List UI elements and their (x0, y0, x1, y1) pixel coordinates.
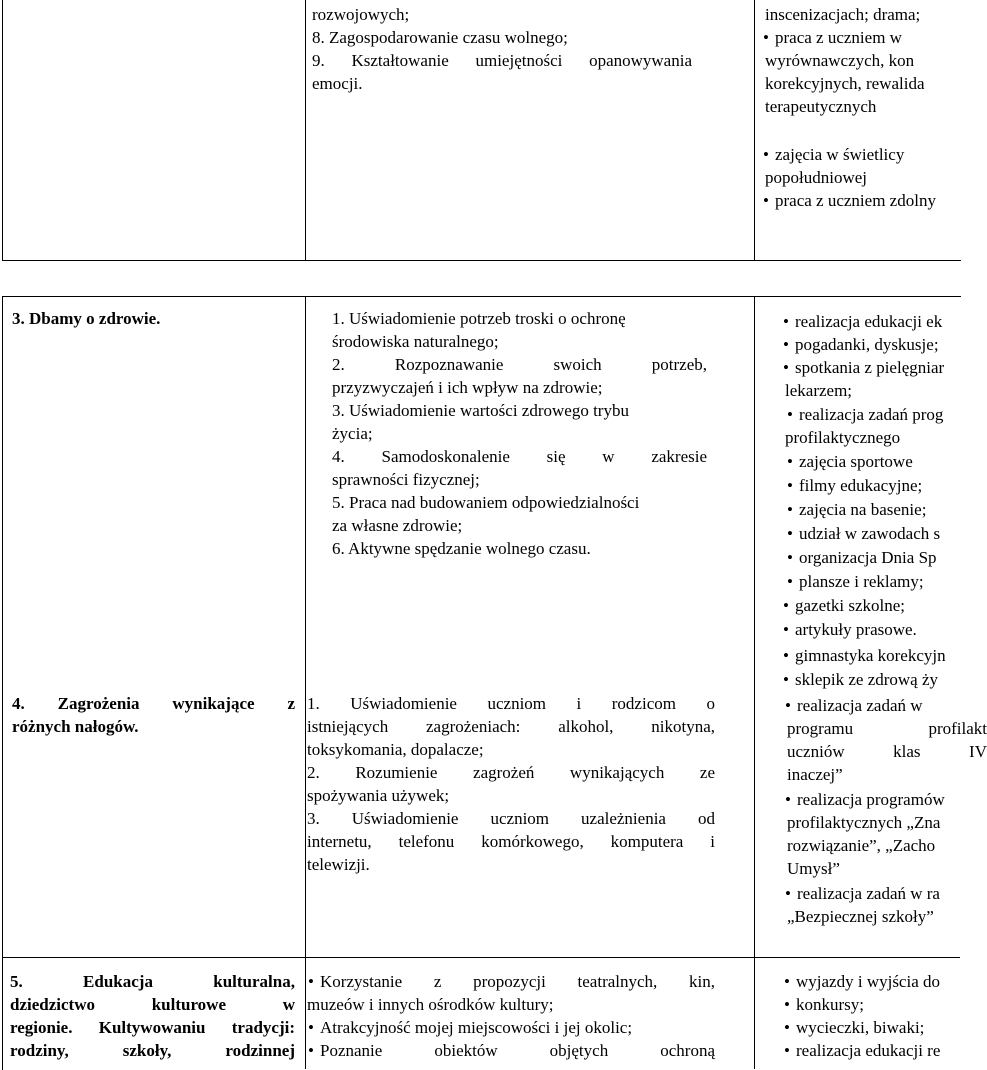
row0-form-5: terapeutycznych (765, 97, 877, 116)
row1-goal-5: 3. Uświadomienie wartości zdrowego trybu (332, 401, 629, 420)
row3-goal-3: • Atrakcyjność mojej miejscowości i jej okolic; (320, 1016, 632, 1039)
row3-goal-4: • Poznanie obiektów objętych ochroną (320, 1039, 715, 1062)
row0-form-6: • zajęcia w świetlicy (775, 143, 904, 166)
row2-goal-8: telewizji. (307, 855, 370, 874)
row1-goal-2: środowiska naturalnego; (332, 332, 499, 351)
row2-form-7: rozwiązanie”, „Zacho (787, 836, 936, 855)
row1-form-9: • zajęcia na basenie; (799, 498, 926, 521)
row1-form-14: • artykuły prasowe. (795, 618, 917, 641)
row1-form-15: • gimnastyka korekcyjn (795, 644, 946, 667)
row3-goal-1: • Korzystanie z propozycji teatralnych, kin, (320, 970, 715, 993)
row2-form-4: inaczej” (787, 765, 843, 784)
row1-form-7: • zajęcia sportowe (799, 450, 913, 473)
row0-form-3: wyrównawczych, kon (765, 51, 915, 70)
row1-goal-4: przyzwyczajeń i ich wpływ na zdrowie; (332, 378, 603, 397)
row3-form-1: • wyjazdy i wyjścia do (796, 970, 940, 993)
row3-form-4: • realizacja edukacji re (796, 1039, 940, 1062)
row2-goal-4: 2. Rozumienie zagrożeń wynikających ze (307, 763, 715, 782)
row1-goal-10: za własne zdrowie; (332, 516, 463, 535)
row2-form-10: „Bezpiecznej szkoły” (787, 907, 934, 926)
row1-goal-9: 5. Praca nad budowaniem odpowiedzialności (332, 493, 640, 512)
row1-goal-3: 2. Rozpoznawanie swoich potrzeb, (332, 355, 707, 374)
row3-title-line4: rodziny, szkoły, rodzinnej (10, 1041, 295, 1060)
row2-goal-6: 3. Uświadomienie uczniom uzależnienia od (307, 809, 715, 828)
row1-title: 3. Dbamy o zdrowie. (12, 309, 161, 328)
row0-form-7: popołudniowej (765, 168, 867, 187)
row1-form-3: • spotkania z pielęgniar (795, 356, 944, 379)
row1-form-11: • organizacja Dnia Sp (799, 546, 937, 569)
row2-goal-2: istniejących zagrożeniach: alkohol, nikotyna, (307, 717, 715, 736)
row1-form-2: • pogadanki, dyskusje; (795, 333, 939, 356)
row0-goal-1: rozwojowych; (312, 5, 410, 24)
row3-title-line2: dziedzictwo kulturowe w (10, 995, 295, 1014)
row2-form-3: uczniów klas IV (787, 742, 987, 761)
row2-form-8: Umysł” (787, 859, 840, 878)
row2-form-5: • realizacja programów (797, 788, 945, 811)
top-col-divider-2 (754, 0, 755, 260)
row1-form-16: • sklepik ze zdrową ży (795, 668, 938, 691)
row0-form-2: • praca z uczniem w (775, 26, 902, 49)
row2-goal-7: internetu, telefonu komórkowego, komputera i (307, 832, 715, 851)
row-divider-4 (2, 957, 960, 958)
row0-form-4: korekcyjnych, rewalida (765, 74, 925, 93)
top-col-divider-1 (305, 0, 306, 260)
row3-title-line3: regionie. Kultywowaniu tradycji: (10, 1018, 295, 1037)
row1-form-6: profilaktycznego (785, 428, 901, 447)
row1-form-10: • udział w zawodach s (799, 522, 940, 545)
row1-form-13: • gazetki szkolne; (795, 594, 905, 617)
row2-form-1: • realizacja zadań w (797, 694, 923, 717)
row2-title-line1: 4. Zagrożenia wynikające z (12, 694, 295, 713)
row1-goal-11: 6. Aktywne spędzanie wolnego czasu. (332, 539, 591, 558)
main-col-divider-1 (305, 296, 306, 1069)
row1-form-12: • plansze i reklamy; (799, 570, 924, 593)
row2-title-line2: różnych nałogów. (12, 717, 139, 736)
row3-goal-2: muzeów i innych ośrodków kultury; (307, 995, 554, 1014)
row1-form-8: • filmy edukacyjne; (799, 474, 922, 497)
row1-form-5: • realizacja zadań prog (799, 403, 943, 426)
row0-goal-2: 8. Zagospodarowanie czasu wolnego; (312, 28, 568, 47)
row1-goal-6: życia; (332, 424, 373, 443)
row2-form-9: • realizacja zadań w ra (797, 882, 940, 905)
main-col-divider-2 (754, 296, 755, 1069)
row1-form-4: lekarzem; (785, 381, 853, 400)
row2-goal-1: 1. Uświadomienie uczniom i rodzicom o (307, 694, 715, 713)
row2-form-6: profilaktycznych „Zna (787, 813, 941, 832)
row2-goal-3: toksykomania, dopalacze; (307, 740, 484, 759)
row3-title-line1: 5. Edukacja kulturalna, (10, 972, 295, 991)
row3-form-2: • konkursy; (796, 993, 864, 1016)
row1-form-1: • realizacja edukacji ek (795, 310, 942, 333)
row1-goal-1: 1. Uświadomienie potrzeb troski o ochronę (332, 309, 626, 328)
row0-form-1: inscenizacjach; drama; (765, 5, 921, 24)
row2-goal-5: spożywania używek; (307, 786, 450, 805)
row0-goal-3: 9. Kształtowanie umiejętności opanowywania (312, 51, 692, 70)
row1-goal-7: 4. Samodoskonalenie się w zakresie (332, 447, 707, 466)
row0-form-8: • praca z uczniem zdolny (775, 189, 936, 212)
row3-form-3: • wycieczki, biwaki; (796, 1016, 924, 1039)
row0-goal-4: emocji. (312, 74, 363, 93)
row1-goal-8: sprawności fizycznej; (332, 470, 480, 489)
row2-form-2: programu profilakt (787, 719, 987, 738)
